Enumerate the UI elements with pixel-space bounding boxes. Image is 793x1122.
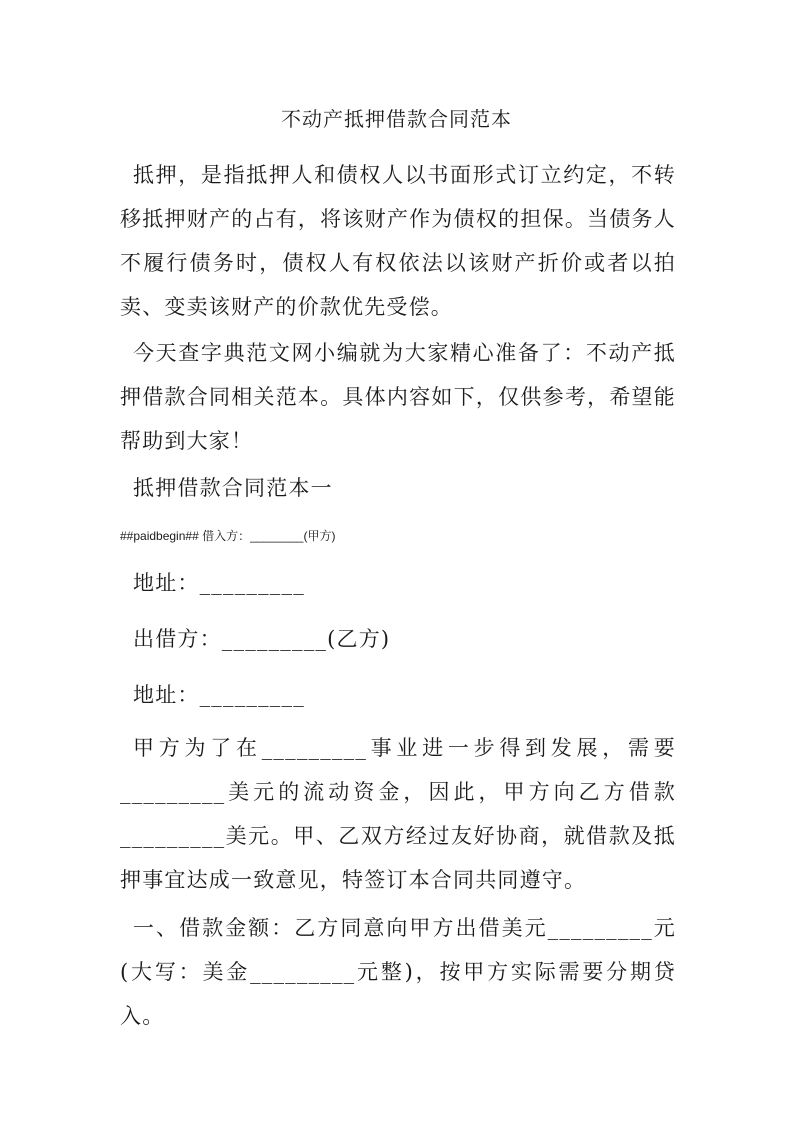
- borrower-line: ##paidbegin## 借入方：________(甲方): [120, 529, 336, 543]
- lender-address-line: 地址：_________: [133, 683, 305, 707]
- purpose-paragraph: 甲方为了在_________事业进一步得到发展，需要_________美元的流动资金，因此，甲方向乙方借款_________美元。甲、乙双方经过友好协商，就借款及抵押事宜达成一致意见，特签订本合同共同遵守。: [120, 736, 676, 892]
- borrower-address-line: 地址：_________: [133, 571, 305, 595]
- lead-paragraph: 今天查字典范文网小编就为大家精心准备了：不动产抵押借款合同相关范本。具体内容如下，仅供参考，希望能帮助到大家！: [120, 341, 676, 453]
- clause-1-paragraph: 一、借款金额：乙方同意向甲方出借美元_________元(大写：美金_________元整)，按甲方实际需要分期贷入。: [120, 916, 676, 1028]
- intro-paragraph: 抵押，是指抵押人和债权人以书面形式订立约定，不转移抵押财产的占有，将该财产作为债权的担保。当债务人不履行债务时，债权人有权依法以该财产折价或者以拍卖、变卖该财产的价款优先受偿。: [120, 163, 676, 319]
- lender-line: 出借方：_________(乙方): [133, 627, 391, 651]
- document-title: 不动产抵押借款合同范本: [281, 107, 512, 131]
- section-heading: 抵押借款合同范本一: [133, 476, 333, 500]
